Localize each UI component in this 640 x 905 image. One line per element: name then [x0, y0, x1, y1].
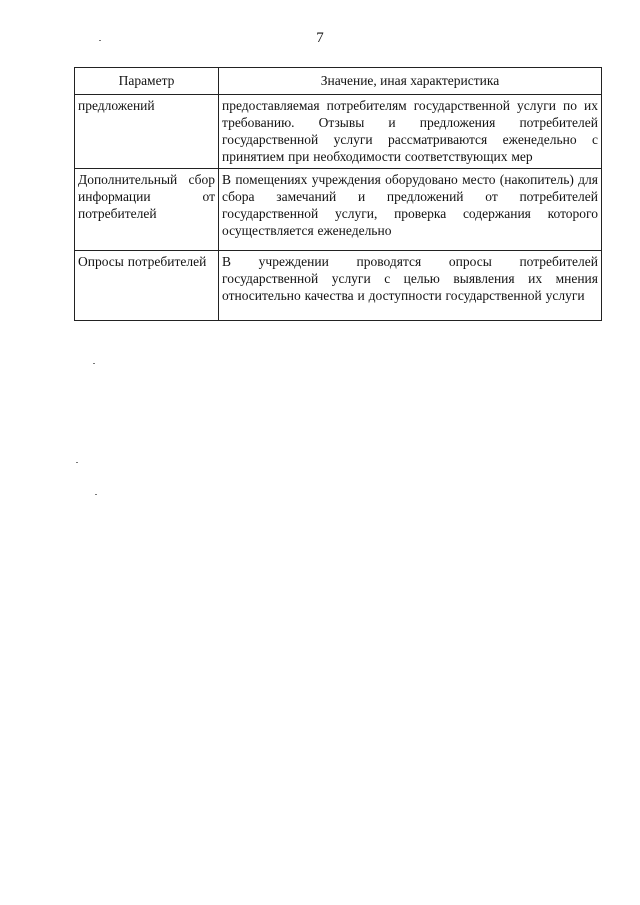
scan-speck — [99, 40, 101, 41]
parameter-cell: Опросы потребителей — [75, 251, 219, 321]
value-cell: предоставляемая потребителям государственной услуги по их требованию. Отзывы и предложения потребителей государственной услуги рассматриваются еженедельно с принятием при необходимости соответствующих мер — [219, 95, 602, 169]
page-number: 7 — [316, 30, 324, 46]
table-row — [75, 95, 602, 169]
scan-speck — [95, 494, 97, 495]
parameters-table — [74, 67, 602, 321]
scan-speck — [93, 363, 95, 364]
table-row — [75, 251, 602, 321]
value-cell: В учреждении проводятся опросы потребителей государственной услуги с целью выявления их мнения относительно качества и доступности государственной услуги — [219, 251, 602, 321]
header-parameter: Параметр — [75, 68, 219, 95]
value-cell: В помещениях учреждения оборудовано место (накопитель) для сбора замечаний и предложений от потребителей государственной услуги, проверка содержания которого осуществляется еженедельно — [219, 169, 602, 251]
header-value: Значение, иная характеристика — [219, 68, 602, 95]
parameter-cell: предложений — [75, 95, 219, 169]
scan-speck — [76, 462, 78, 463]
table-row — [75, 169, 602, 251]
parameter-cell: Дополнительный сбор информации от потребителей — [75, 169, 219, 251]
table-header-row — [75, 68, 602, 95]
